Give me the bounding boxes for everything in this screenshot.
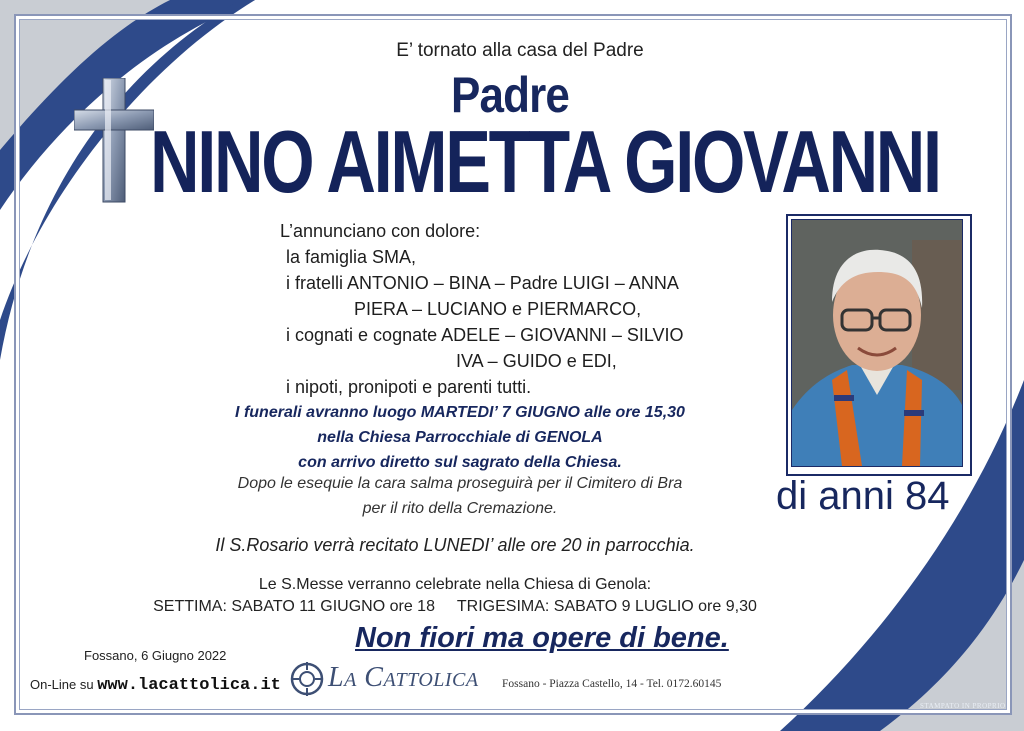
- burial-line: Dopo le esequie la cara salma proseguirà per il Cimitero di Bra: [237, 475, 683, 492]
- print-stamp: STAMPATO IN PROPRIO: [920, 702, 1006, 710]
- agency-name: La Cattolica: [328, 662, 479, 693]
- deceased-name: NINO AIMETTA GIOVANNI: [150, 112, 940, 211]
- online-info: [30, 676, 281, 695]
- age-label: di anni 84: [776, 474, 950, 518]
- website-link[interactable]: www.lacattolica.it: [97, 676, 281, 695]
- masses-line: SETTIMA: SABATO 11 GIUGNO ore 18 TRIGESIMA: SABATO 9 LUGLIO ore 9,30: [153, 598, 757, 615]
- burial-info: [150, 471, 770, 521]
- latin-cross-icon: [74, 78, 154, 206]
- cattolica-logo-icon: [288, 660, 326, 696]
- title-prefix: Padre: [451, 67, 569, 123]
- funeral-line: con arrivo diretto sul sagrato della Chiesa.: [298, 454, 622, 471]
- mourners-list: [280, 218, 760, 400]
- mourner-line: i cognati e cognate ADELE – GIOVANNI – SILVIO: [286, 325, 684, 345]
- rosario-info: Il S.Rosario verrà recitato LUNEDI’ alle ore 20 in parrocchia.: [215, 535, 695, 555]
- subtitle: E’ tornato alla casa del Padre: [396, 40, 644, 61]
- funeral-line: I funerali avranno luogo MARTEDI’ 7 GIUGNO alle ore 15,30: [235, 404, 685, 421]
- portrait-illustration: [792, 220, 962, 466]
- portrait-frame: [786, 214, 972, 476]
- place-date: Fossano, 6 Giugno 2022: [84, 648, 227, 663]
- mourner-line: la famiglia SMA,: [286, 247, 417, 267]
- mourner-line: PIERA – LUCIANO e PIERMARCO,: [354, 299, 642, 319]
- mourner-line: IVA – GUIDO e EDI,: [456, 351, 617, 371]
- funeral-info: [150, 400, 770, 475]
- no-flowers-note: Non fiori ma opere di bene.: [355, 622, 729, 654]
- mourner-line: i fratelli ANTONIO – BINA – Padre LUIGI – ANNA: [286, 273, 679, 293]
- burial-line: per il rito della Cremazione.: [362, 500, 558, 517]
- mourners-intro: L’annunciano con dolore:: [280, 221, 481, 241]
- online-prefix: On-Line su: [30, 677, 94, 692]
- masses-info: [100, 574, 810, 618]
- portrait-photo: [791, 219, 963, 467]
- mourner-line: i nipoti, pronipoti e parenti tutti.: [286, 377, 532, 397]
- masses-line: Le S.Messe verranno celebrate nella Chiesa di Genola:: [258, 576, 652, 593]
- funeral-line: nella Chiesa Parrocchiale di GENOLA: [317, 429, 603, 446]
- agency-address: Fossano - Piazza Castello, 14 - Tel. 0172.60145: [502, 678, 722, 690]
